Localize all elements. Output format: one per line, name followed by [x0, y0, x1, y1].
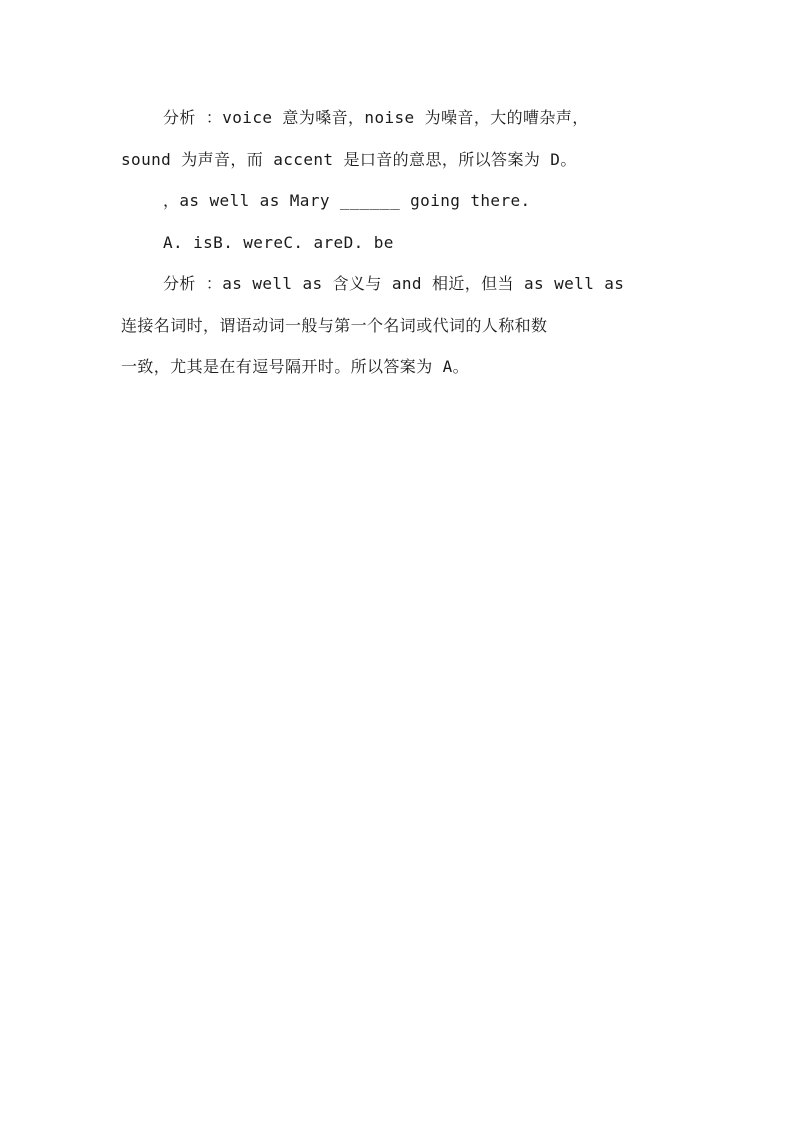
answer-options-line: A. isB. wereC. areD. be — [163, 232, 394, 252]
document-body — [121, 104, 681, 395]
paragraph-line-5: 分析 ：as well as 含义与 and 相近，但当 as well as — [163, 274, 625, 293]
question-stem-line: ，as well as Mary ______ going there. — [163, 191, 531, 210]
paragraph-line-1: 分析 ：voice 意为嗓音，noise 为噪音，大的嘈杂声， — [163, 108, 589, 127]
paragraph-line-6: 连接名词时，谓语动词一般与第一个名词或代词的人称和数 — [121, 315, 548, 335]
paragraph-line-2: sound 为声音，而 accent 是口音的意思，所以答案为 D。 — [121, 149, 577, 169]
paragraph-line-7: 一致，尤其是在有逗号隔开时。所以答案为 A。 — [121, 357, 470, 376]
